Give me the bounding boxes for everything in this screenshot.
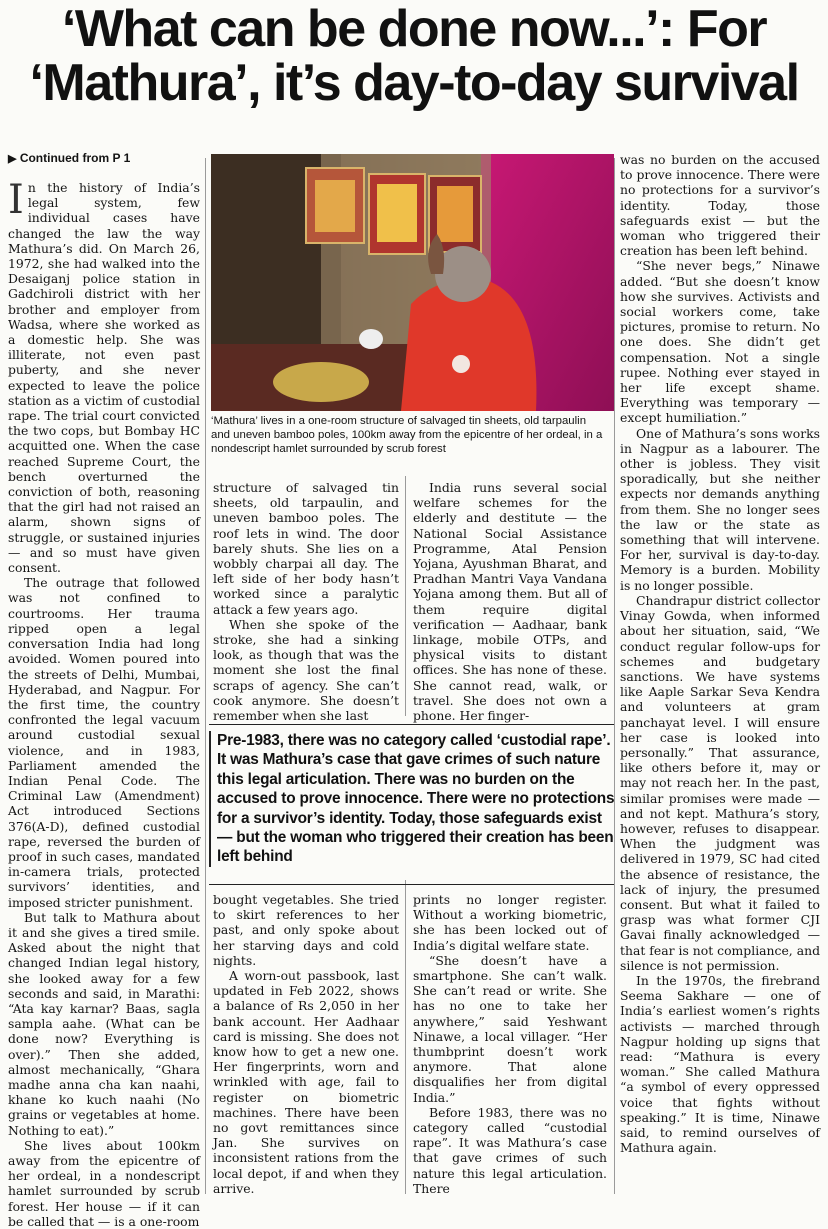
drop-cap: I xyxy=(8,177,24,223)
headline-line-2: ‘Mathura’, it’s day-to-day survival xyxy=(29,54,799,112)
column-rule xyxy=(205,158,206,1194)
headline xyxy=(0,2,828,110)
triangle-icon: ▶ xyxy=(8,153,17,165)
article-column-3-lower xyxy=(413,892,607,1196)
article-paragraph: Before 1983, there was no category called “custodial rape”. It was Mathura’s case that gave crimes of such nature this legal articulation. There xyxy=(413,1104,607,1196)
article-paragraph: In the 1970s, the firebrand Seema Sakhare — one of India’s earliest women’s rights activists — marched through Nagpur holding up signs that read: “Mathura is every woman.” She called Mathura “a symbol of every oppressed voice that fights without speaking.” It is time, Ninawe said, to remind ourselves of Mathura again. xyxy=(620,972,820,1156)
headline-line-1: ‘What can be done now...’: For xyxy=(61,0,767,58)
pull-quote-rule-top xyxy=(209,724,614,725)
photo-caption: ‘Mathura’ lives in a one-room structure of salvaged tin sheets, old tarpaulin and uneven bamboo poles, 100km away from the epicentre of her ordeal, in a nondescript hamlet surrounded by scrub forest xyxy=(211,415,603,455)
article-paragraph: “She doesn’t have a smartphone. She can’t walk. She can’t read or write. She has no one to take her anywhere,” said Yeshwant Ninawe, a local villager. “Her thumbprint doesn’t work anymore. That alone disqualifies her from digital India.” xyxy=(413,952,607,1105)
column-rule xyxy=(614,158,615,1194)
article-column-3-upper xyxy=(413,480,607,723)
pull-quote-rule-bottom xyxy=(209,884,614,885)
continued-from-kicker xyxy=(8,151,130,165)
article-paragraph: prints no longer register. Without a working biometric, she has been locked out of India’s digital welfare state. xyxy=(413,892,607,953)
kicker-text: Continued from P 1 xyxy=(19,151,131,165)
article-paragraph: India runs several social welfare schemes for the elderly and destitute — the National Social Assistance Programme, Atal Pension Yojana, Ayushman Bharat, and Pradhan Mantri Vaya Vandana Yojana among them. But all of them require digital verification — Aadhaar, bank linkage, mobile OTPs, and physical visits to distant offices. She has none of these. She cannot read, walk, or travel. She does not own a phone. Her finger- xyxy=(413,480,607,724)
photo-illustration xyxy=(211,154,614,411)
article-paragraph: A worn-out passbook, last updated in Feb 2022, shows a balance of Rs 2,050 in her bank account. Her Aadhaar card is missing. She does not know how to get a new one. Her fingerprints, worn and wrinkled with age, fail to register on biometric machines. There have been no govt remittances since Jan. She survives on inconsistent rations from the local depot, if and when they arrive. xyxy=(213,968,399,1196)
column-rule xyxy=(405,476,406,716)
article-paragraph: was no burden on the accused to prove innocence. There were no protections for a survivor’s identity. Today, those safeguards exist — but the woman who triggered their creation has been left behind. xyxy=(620,152,820,259)
article-paragraph: The outrage that followed was not confined to courtrooms. Her trauma ripped open a legal conversation India had long avoided. Women poured into the streets of Delhi, Mumbai, Hyderabad, and Nagpur. For the first time, the country confronted the legal vacuum around custodial sexual violence, and in 1983, Parliament amended the Indian Penal Code. The Criminal Law (Amendment) Act introduced Sections 376(A-D), defined custodial rape, reversed the burden of proof in such cases, mandated in-camera trials, protected survivors’ identities, and imposed stricter punishment. xyxy=(8,575,200,910)
article-photo xyxy=(211,154,614,411)
article-paragraph: She lives about 100km away from the epicentre of her ordeal, in a nondescript hamlet surrounded by scrub forest. Her house — if it can be called that — is a one-room xyxy=(8,1137,200,1229)
article-column-1 xyxy=(8,177,200,1229)
article-paragraph: “She never begs,” Ninawe added. “But she doesn’t know how she survives. Activists and social workers come, take pictures, promise to return. No one does. She didn’t get compensation. Not a single rupee. Nothing ever stayed in her life except shame. Everything was temporary — except humiliation.” xyxy=(620,258,820,426)
article-paragraph xyxy=(8,177,200,576)
article-paragraph: One of Mathura’s sons works in Nagpur as a labourer. The other is jobless. They visit sporadically, but she neither expects nor demands anything from them. She no longer sees the law or the state as something that will intervene. For her, survival is day-to-day. Memory is a burden. Mobility is no longer possible. xyxy=(620,425,820,593)
pull-quote: Pre-1983, there was no category called ‘custodial rape’. It was Mathura’s case that gave crimes of such nature this legal articulation. There was no burden on the accused to prove innocence. There were no protections for a survivor’s identity. Today, those safeguards exist — but the woman who triggered their creation has been left behind xyxy=(209,731,615,867)
article-column-4 xyxy=(620,152,820,1155)
article-paragraph: structure of salvaged tin sheets, old tarpaulin, and uneven bamboo poles. The roof lets in wind. The door barely shuts. She lies on a wobbly charpai all day. The left side of her body hasn’t worked since a paralytic attack a few years ago. xyxy=(213,480,399,617)
article-paragraph: When she spoke of the stroke, she had a sinking look, as though that was the moment she lost the final scraps of agency. She can’t cook anymore. She doesn’t remember when she last xyxy=(213,616,399,724)
article-paragraph: Chandrapur district collector Vinay Gowda, when informed about her situation, said, “We conduct regular follow-ups for schemes and budgetary sanctions. We have systems like Aaple Sarkar Seva Kendra and volunteers at gram panchayat level. I will ensure her case is looked into personally.” That assurance, like others before it, may or may not reach her. In the past, similar promises were made — and not kept. Mathura’s story, however, refuses to disappear. When the judgment was delivered in 1979, SC had cited the absence of resistance, the lack of injury, the presumed consent. But what it failed to grasp was what former CJI Gavai finally acknowledged — that fear is not compliance, and silence is not permission. xyxy=(620,592,820,973)
article-column-2-lower xyxy=(213,892,399,1196)
paragraph-text: n the history of India’s legal system, few individual cases have changed the law the way Mathura’s did. On March 26, 1972, she had walked into the Desaiganj police station in Gadchiroli district with her brother and employer from Wadsa, where she worked as a domestic help. She was illiterate, not even past puberty, and she never expected to leave the police station as a victim of custodial rape. The trial court convicted the two cops, but Bombay HC acquitted one. When the case reached Supreme Court, the bench overturned the conviction of both, reasoning that the girl had not raised an alarm, shown signs of struggle, or sustained injuries — and so must have given consent. xyxy=(8,180,200,576)
article-paragraph: bought vegetables. She tried to skirt references to her past, and only spoke about her starving days and cold nights. xyxy=(213,892,399,968)
article-column-2-upper xyxy=(213,480,399,723)
article-paragraph: But talk to Mathura about it and she gives a tired smile. Asked about the night that changed Indian legal history, she looked away for a few seconds and said, in Marathi: “Ata kay karnar? Baas, sagla sampla aahe. (What can be done now? Everything is over).” Then she added, almost mechanically, “Ghara madhe anna cha kan naahi, khane ko kuch naahi (No grains or vegetables at home. Nothing to eat).” xyxy=(8,909,200,1138)
column-rule xyxy=(405,880,406,1194)
